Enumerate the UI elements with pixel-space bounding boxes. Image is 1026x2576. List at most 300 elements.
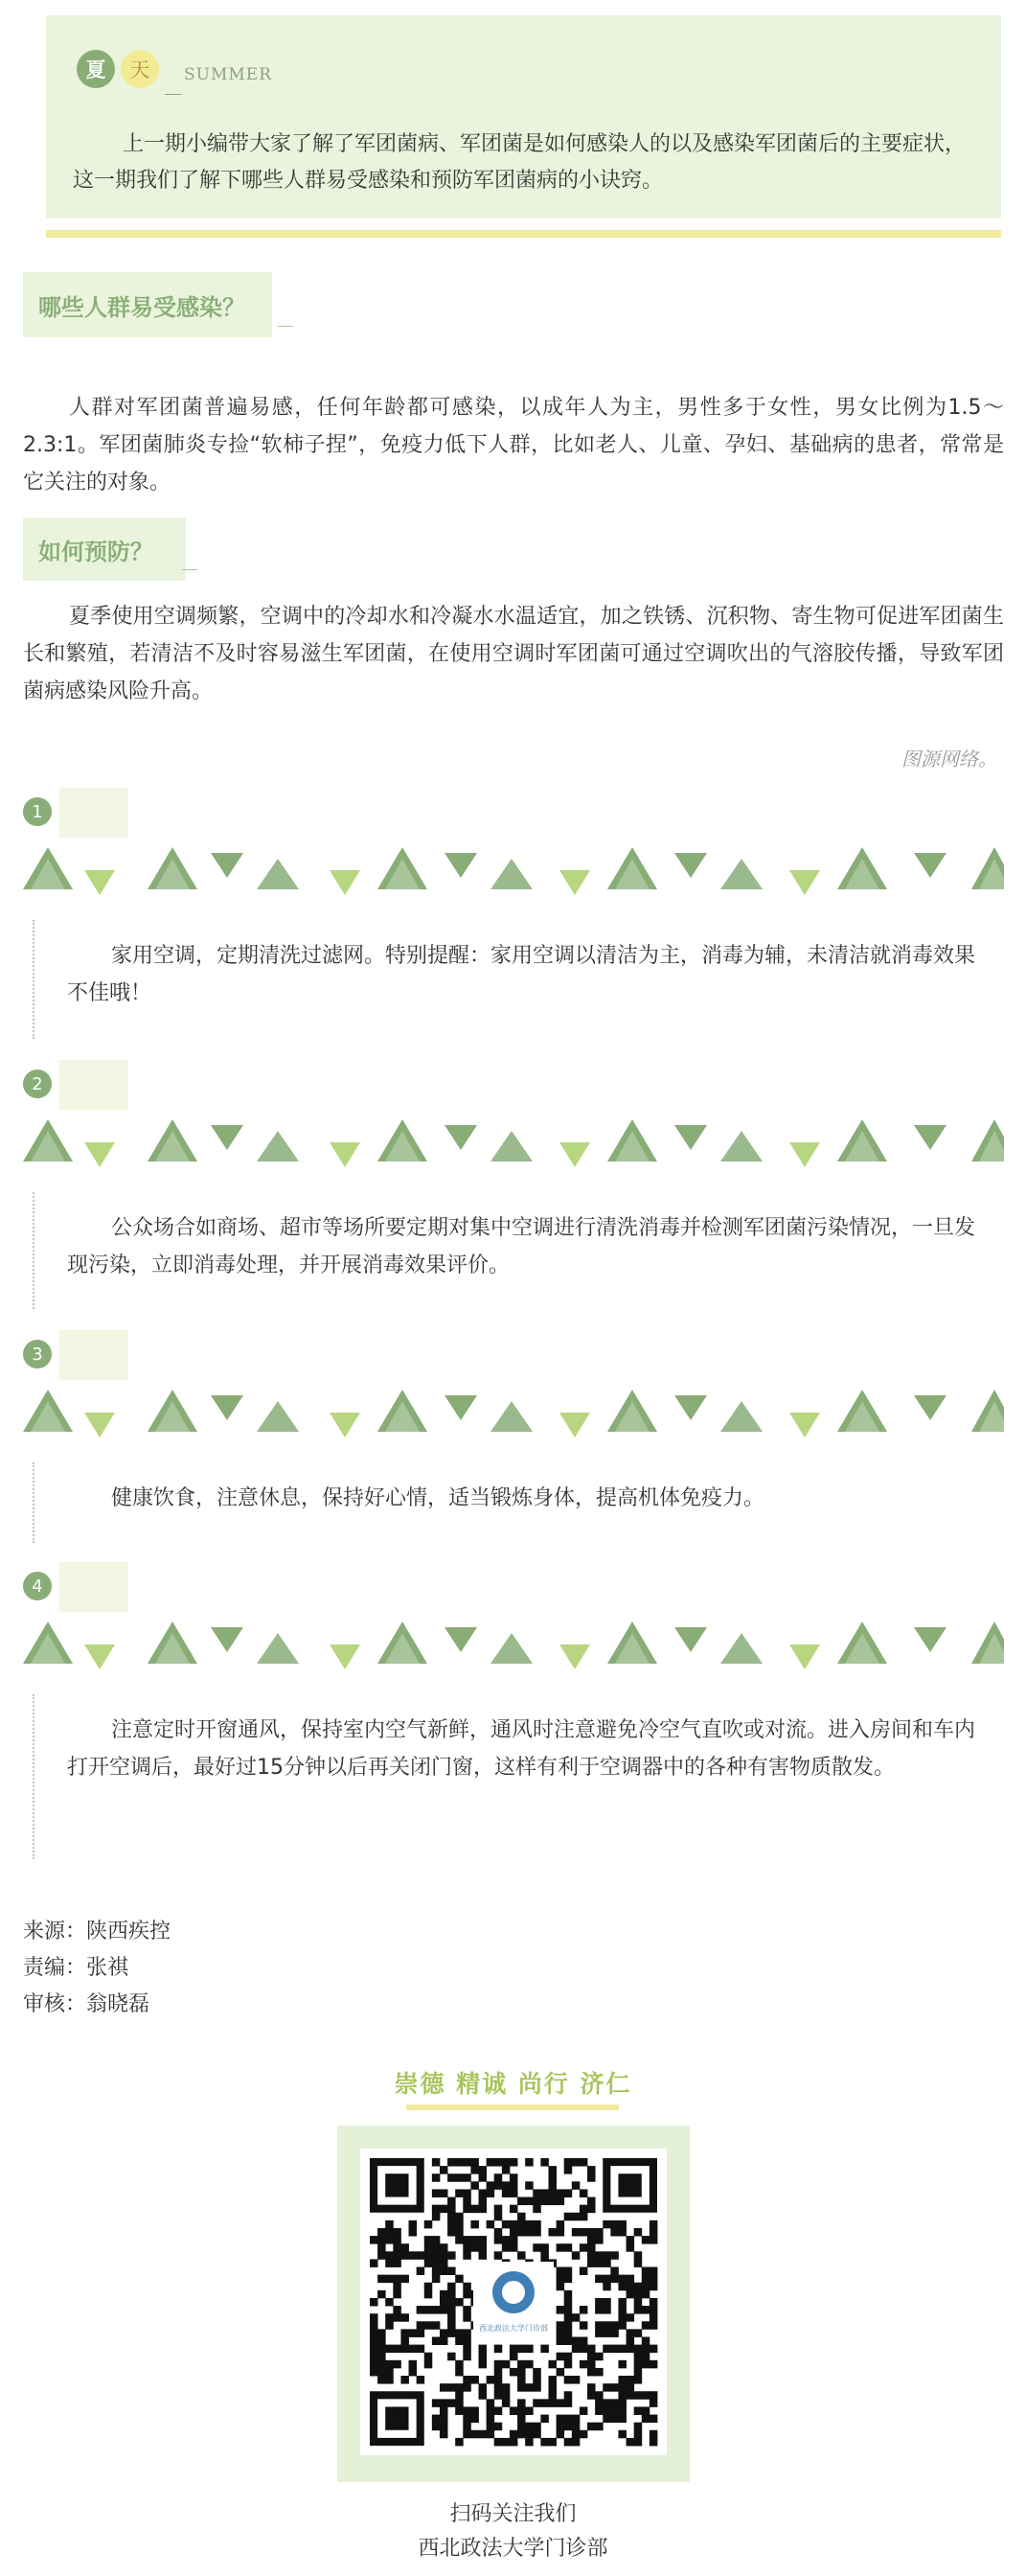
- qr-module: [510, 2438, 518, 2447]
- triangle-up-small: [720, 1131, 763, 1162]
- qr-module: [447, 2283, 456, 2291]
- qr-module: [502, 2181, 511, 2190]
- qr-module: [540, 2197, 549, 2206]
- qr-module: [377, 2368, 386, 2377]
- qr-module: [463, 2283, 471, 2291]
- qr-module: [424, 2306, 433, 2314]
- tip-number-chip: [59, 1562, 128, 1612]
- qr-module: [610, 2267, 619, 2276]
- qr-module: [487, 2423, 495, 2431]
- qr-module: [463, 2251, 471, 2260]
- qr-module: [447, 2205, 456, 2214]
- qr-module: [548, 2197, 557, 2206]
- season-chip-summer: 夏: [77, 50, 115, 88]
- qr-module: [557, 2283, 565, 2291]
- qr-module: [525, 2220, 534, 2229]
- susceptible-paragraph: 人群对军团菌普遍易感，任何年龄都可感染，以成年人为主，男性多于女性，男女比例为1.5～2.3:1。军团菌肺炎专捡“软柿子捏”，免疫力低下人群，比如老人、儿童、孕妇、基础病的患者，常常是它关注的对象。: [23, 396, 1004, 494]
- triangle-divider: [23, 1622, 1004, 1681]
- qr-module: [634, 2290, 643, 2299]
- qr-module: [627, 2376, 635, 2384]
- qr-module: [510, 2205, 518, 2214]
- triangle-down: [914, 1125, 946, 1150]
- qr-module: [642, 2360, 650, 2369]
- qr-module: [642, 2283, 650, 2291]
- qr-module: [627, 2329, 635, 2337]
- qr-module: [463, 2345, 471, 2354]
- season-chip-sky: 天: [121, 50, 159, 88]
- qr-module: [603, 2399, 611, 2407]
- qr-module: [470, 2376, 479, 2384]
- qr-module: [603, 2275, 611, 2284]
- intro-underline-bar: [46, 230, 1001, 238]
- source-line: 来源：陕西疾控: [23, 1920, 171, 1944]
- qr-module: [564, 2267, 573, 2276]
- prevention-paragraph: 夏季使用空调频繁，空调中的冷却水和冷凝水水温适宜，加之铁锈、沉积物、寄生物可促进军团菌生长和繁殖，若清洁不及时容易滋生军团菌，在使用空调时军团菌可通过空调吹出的气溶胶传播，导致军团菌病感染风险升高。: [23, 605, 1004, 703]
- qr-module: [564, 2360, 573, 2369]
- qr-module: [548, 2174, 557, 2182]
- qr-module: [517, 2406, 526, 2415]
- qr-module: [517, 2415, 526, 2424]
- qr-module: [455, 2174, 464, 2182]
- triangle-down: [914, 853, 946, 878]
- qr-module: [502, 2399, 511, 2407]
- qr-module: [479, 2236, 488, 2244]
- qr-module: [564, 2353, 573, 2361]
- qr-module: [548, 2438, 557, 2447]
- triangle-down: [559, 1644, 590, 1669]
- triangle-up-small: [720, 859, 763, 889]
- qr-module: [424, 2236, 433, 2244]
- qr-module: [595, 2275, 604, 2284]
- qr-module: [650, 2430, 658, 2439]
- qr-module: [564, 2298, 573, 2307]
- qr-module: [424, 2251, 433, 2260]
- triangle-down: [559, 1413, 590, 1438]
- qr-module: [634, 2423, 643, 2431]
- tip-number-chip: [59, 1330, 128, 1380]
- qr-module: [618, 2345, 627, 2354]
- qr-module: [595, 2399, 604, 2407]
- qr-module: [650, 2306, 658, 2314]
- qr-module: [455, 2329, 464, 2337]
- qr-module: [517, 2220, 526, 2229]
- qr-module: [564, 2213, 573, 2221]
- qr-module: [572, 2376, 581, 2384]
- qr-module: [587, 2345, 596, 2354]
- qr-module: [440, 2267, 448, 2276]
- qr-module: [587, 2259, 596, 2267]
- qr-module: [540, 2251, 549, 2260]
- qr-module: [564, 2290, 573, 2299]
- qr-module: [627, 2283, 635, 2291]
- qr-module: [642, 2236, 650, 2244]
- qr-module: [517, 2213, 526, 2221]
- qr-module: [634, 2283, 643, 2291]
- qr-module: [650, 2267, 658, 2276]
- qr-module: [557, 2415, 565, 2424]
- tip-dotted-line: [33, 1192, 34, 1309]
- qr-module: [610, 2275, 619, 2284]
- qr-module: [580, 2321, 588, 2330]
- qr-module: [557, 2336, 565, 2345]
- qr-module: [385, 2360, 394, 2369]
- qr-module: [610, 2251, 619, 2260]
- qr-module: [540, 2189, 549, 2197]
- qr-module: [587, 2383, 596, 2392]
- qr-module: [393, 2360, 401, 2369]
- image-credit: 图源网络。: [901, 748, 997, 770]
- qr-module: [587, 2360, 596, 2369]
- qr-module: [595, 2306, 604, 2314]
- qr-module: [455, 2298, 464, 2307]
- qr-module: [642, 2353, 650, 2361]
- qr-module: [580, 2360, 588, 2369]
- qr-module: [370, 2368, 378, 2377]
- qr-module: [479, 2391, 488, 2400]
- triangle-down: [211, 853, 243, 878]
- qr-module: [447, 2267, 456, 2276]
- qr-module: [510, 2189, 518, 2197]
- qr-module: [440, 2430, 448, 2439]
- qr-module: [440, 2189, 448, 2197]
- qr-module: [595, 2228, 604, 2237]
- qr-module: [634, 2368, 643, 2377]
- qr-module: [618, 2406, 627, 2415]
- qr-module: [618, 2228, 627, 2237]
- qr-module: [618, 2220, 627, 2229]
- qr-logo-text: 西北政法大学门诊部: [479, 2324, 548, 2333]
- qr-module: [409, 2228, 418, 2237]
- triangle-down: [445, 1627, 477, 1652]
- qr-module: [572, 2430, 581, 2439]
- qr-finder-core: [618, 2174, 641, 2196]
- qr-module: [440, 2423, 448, 2431]
- intro-paragraph: 上一期小编带大家了解了军团菌病、军团菌是如何感染人的以及感染军团菌后的主要症状，这一期我们了解下哪些人群易受感染和预防军团菌病的小诀窍。: [73, 132, 967, 193]
- qr-module: [587, 2166, 596, 2174]
- qr-module: [455, 2368, 464, 2377]
- qr-module: [385, 2321, 394, 2330]
- qr-module: [494, 2391, 503, 2400]
- qr-module: [502, 2438, 511, 2447]
- qr-module: [400, 2243, 409, 2252]
- qr-module: [494, 2376, 503, 2384]
- qr-module: [627, 2383, 635, 2392]
- qr-module: [587, 2391, 596, 2400]
- qr-module: [510, 2345, 518, 2354]
- triangle-down: [445, 853, 477, 878]
- qr-module: [447, 2251, 456, 2260]
- qr-module: [440, 2298, 448, 2307]
- tip-number-chip: [59, 788, 128, 838]
- qr-module: [557, 2368, 565, 2377]
- qr-module: [494, 2158, 503, 2167]
- qr-module: [603, 2283, 611, 2291]
- qr-module: [487, 2189, 495, 2197]
- qr-module: [510, 2353, 518, 2361]
- qr-module: [627, 2391, 635, 2400]
- qr-module: [548, 2166, 557, 2174]
- qr-module: [370, 2336, 378, 2345]
- qr-module: [494, 2205, 503, 2214]
- heading-tick: [278, 326, 293, 327]
- qr-module: [370, 2313, 378, 2322]
- qr-module: [494, 2236, 503, 2244]
- qr-module: [393, 2259, 401, 2267]
- qr-module: [580, 2306, 588, 2314]
- qr-module: [432, 2423, 441, 2431]
- qr-module: [650, 2391, 658, 2400]
- triangle-down: [330, 870, 360, 895]
- tip-text: 家用空调，定期清洗过滤网。特别提醒：家用空调以清洁为主，消毒为辅，未清洁就消毒效果不佳哦！: [67, 944, 976, 1005]
- qr-module: [494, 2368, 503, 2377]
- triangle-up-small: [490, 1633, 533, 1664]
- qr-module: [440, 2290, 448, 2299]
- qr-module: [610, 2220, 619, 2229]
- qr-module: [470, 2158, 479, 2167]
- triangle-down: [789, 1142, 820, 1167]
- qr-module: [650, 2399, 658, 2407]
- qr-module: [487, 2376, 495, 2384]
- qr-module: [409, 2345, 418, 2354]
- qr-module: [650, 2220, 658, 2229]
- triangle-up-small: [490, 1131, 533, 1162]
- qr-module: [385, 2259, 394, 2267]
- qr-module: [455, 2336, 464, 2345]
- tip-text: 注意定时开窗通风，保持室内空气新鲜，通风时注意避免冷空气直吹或对流。进入房间和车内打开空调后，最好过15分钟以后再关闭门窗，这样有利于空调器中的各种有害物质散发。: [67, 1718, 976, 1780]
- qr-module: [618, 2321, 627, 2330]
- qr-finder-core: [385, 2406, 408, 2429]
- qr-module: [455, 2236, 464, 2244]
- reviewer-line: 审核：翁晓磊: [23, 1992, 150, 2016]
- qr-module: [409, 2329, 418, 2337]
- qr-module: [447, 2329, 456, 2337]
- qr-module: [603, 2383, 611, 2392]
- qr-module: [424, 2243, 433, 2252]
- qr-module: [587, 2174, 596, 2182]
- qr-module: [548, 2399, 557, 2407]
- qr-module: [642, 2415, 650, 2424]
- qr-module: [470, 2166, 479, 2174]
- qr-module: [440, 2329, 448, 2337]
- qr-module: [642, 2321, 650, 2330]
- qr-module: [595, 2406, 604, 2415]
- qr-module: [564, 2321, 573, 2330]
- triangle-down: [445, 1125, 477, 1150]
- qr-module: [564, 2423, 573, 2431]
- qr-module: [432, 2251, 441, 2260]
- qr-module: [525, 2438, 534, 2447]
- qr-module: [447, 2197, 456, 2206]
- qr-module: [393, 2306, 401, 2314]
- qr-module: [393, 2275, 401, 2284]
- tip-text: 公众场合如商场、超市等场所要定期对集中空调进行清洗消毒并检测军团菌污染情况，一旦发现污染，立即消毒处理，并开展消毒效果评价。: [67, 1216, 976, 1277]
- qr-module: [618, 2283, 627, 2291]
- qr-module: [564, 2189, 573, 2197]
- qr-module: [417, 2321, 425, 2330]
- qr-module: [603, 2220, 611, 2229]
- qr-module: [595, 2353, 604, 2361]
- qr-module: [479, 2197, 488, 2206]
- triangle-down: [674, 1627, 707, 1652]
- triangle-divider: [23, 847, 1004, 907]
- qr-module: [642, 2406, 650, 2415]
- qr-module: [393, 2290, 401, 2299]
- qr-module: [517, 2228, 526, 2237]
- triangle-down: [330, 1142, 360, 1167]
- qr-module: [393, 2236, 401, 2244]
- qr-module: [424, 2360, 433, 2369]
- qr-module: [587, 2228, 596, 2237]
- qr-module: [377, 2360, 386, 2369]
- qr-module: [517, 2383, 526, 2392]
- qr-module: [424, 2220, 433, 2229]
- qr-module: [634, 2259, 643, 2267]
- qr-module: [540, 2158, 549, 2167]
- qr-module: [377, 2236, 386, 2244]
- qr-module: [417, 2251, 425, 2260]
- qr-module: [432, 2306, 441, 2314]
- qr-module: [463, 2236, 471, 2244]
- qr-module: [479, 2243, 488, 2252]
- qr-module: [564, 2313, 573, 2322]
- qr-code[interactable]: [360, 2149, 667, 2455]
- triangle-down: [914, 1395, 946, 1420]
- qr-module: [417, 2329, 425, 2337]
- qr-module: [463, 2383, 471, 2392]
- qr-module: [525, 2430, 534, 2439]
- qr-module: [627, 2290, 635, 2299]
- qr-module: [557, 2189, 565, 2197]
- qr-module: [610, 2406, 619, 2415]
- qr-module: [627, 2345, 635, 2354]
- qr-module: [572, 2336, 581, 2345]
- triangle-down: [674, 1125, 707, 1150]
- qr-module: [533, 2368, 541, 2377]
- qr-module: [370, 2329, 378, 2337]
- qr-module: [564, 2391, 573, 2400]
- qr-module: [447, 2290, 456, 2299]
- tip-number-badge: 3: [23, 1340, 52, 1368]
- qr-module: [603, 2406, 611, 2415]
- qr-module: [618, 2298, 627, 2307]
- qr-module: [463, 2353, 471, 2361]
- triangle-down: [330, 1644, 360, 1669]
- section-heading-susceptible: [23, 272, 272, 337]
- triangle-up-small: [720, 1401, 763, 1432]
- qr-module: [440, 2306, 448, 2314]
- triangle-up-small: [257, 1401, 299, 1432]
- qr-module: [642, 2267, 650, 2276]
- qr-module: [557, 2353, 565, 2361]
- triangle-down: [84, 870, 115, 895]
- qr-module: [479, 2360, 488, 2369]
- qr-module: [564, 2275, 573, 2284]
- qr-logo-inner: [502, 2281, 525, 2304]
- qr-module: [385, 2275, 394, 2284]
- qr-module: [587, 2353, 596, 2361]
- qr-module: [595, 2298, 604, 2307]
- qr-module: [540, 2345, 549, 2354]
- qr-module: [424, 2259, 433, 2267]
- qr-module: [479, 2383, 488, 2392]
- qr-module: [385, 2298, 394, 2307]
- qr-module: [432, 2259, 441, 2267]
- qr-module: [610, 2399, 619, 2407]
- qr-module: [572, 2345, 581, 2354]
- qr-module: [548, 2181, 557, 2190]
- qr-module: [455, 2438, 464, 2447]
- qr-module: [603, 2298, 611, 2307]
- triangle-down: [84, 1413, 115, 1438]
- qr-module: [470, 2430, 479, 2439]
- qr-module: [502, 2391, 511, 2400]
- qr-module: [634, 2298, 643, 2307]
- triangle-up-small: [720, 1633, 763, 1664]
- qr-module: [385, 2251, 394, 2260]
- qr-module: [510, 2174, 518, 2182]
- qr-module: [377, 2251, 386, 2260]
- qr-module: [510, 2406, 518, 2415]
- qr-module: [377, 2329, 386, 2337]
- qr-module: [548, 2383, 557, 2392]
- qr-module: [463, 2197, 471, 2206]
- qr-code-image: [360, 2149, 667, 2455]
- qr-module: [603, 2329, 611, 2337]
- qr-module: [587, 2197, 596, 2206]
- qr-module: [463, 2430, 471, 2439]
- qr-module: [610, 2415, 619, 2424]
- qr-module: [642, 2345, 650, 2354]
- qr-module: [517, 2345, 526, 2354]
- qr-module: [463, 2336, 471, 2345]
- qr-module: [479, 2174, 488, 2182]
- qr-module: [618, 2376, 627, 2384]
- qr-module: [618, 2275, 627, 2284]
- qr-module: [510, 2181, 518, 2190]
- qr-module: [447, 2228, 456, 2237]
- qr-module: [533, 2243, 541, 2252]
- qr-module: [377, 2345, 386, 2354]
- qr-module: [463, 2243, 471, 2252]
- qr-module: [650, 2415, 658, 2424]
- qr-module: [400, 2345, 409, 2354]
- qr-module: [572, 2251, 581, 2260]
- qr-module: [557, 2243, 565, 2252]
- qr-module: [400, 2336, 409, 2345]
- qr-module: [370, 2360, 378, 2369]
- qr-module: [377, 2336, 386, 2345]
- qr-module: [533, 2376, 541, 2384]
- qr-module: [455, 2158, 464, 2167]
- qr-module: [440, 2166, 448, 2174]
- qr-module: [400, 2313, 409, 2322]
- qr-module: [564, 2306, 573, 2314]
- qr-module: [603, 2321, 611, 2330]
- qr-module: [440, 2399, 448, 2407]
- qr-module: [440, 2205, 448, 2214]
- section-heading-label: 如何预防？: [38, 538, 153, 565]
- qr-module: [595, 2368, 604, 2377]
- qr-module: [479, 2166, 488, 2174]
- qr-module: [502, 2383, 511, 2392]
- qr-module: [510, 2236, 518, 2244]
- qr-module: [580, 2267, 588, 2276]
- qr-module: [487, 2220, 495, 2229]
- qr-module: [572, 2228, 581, 2237]
- qr-module: [517, 2430, 526, 2439]
- triangle-down: [789, 870, 820, 895]
- qr-module: [642, 2275, 650, 2284]
